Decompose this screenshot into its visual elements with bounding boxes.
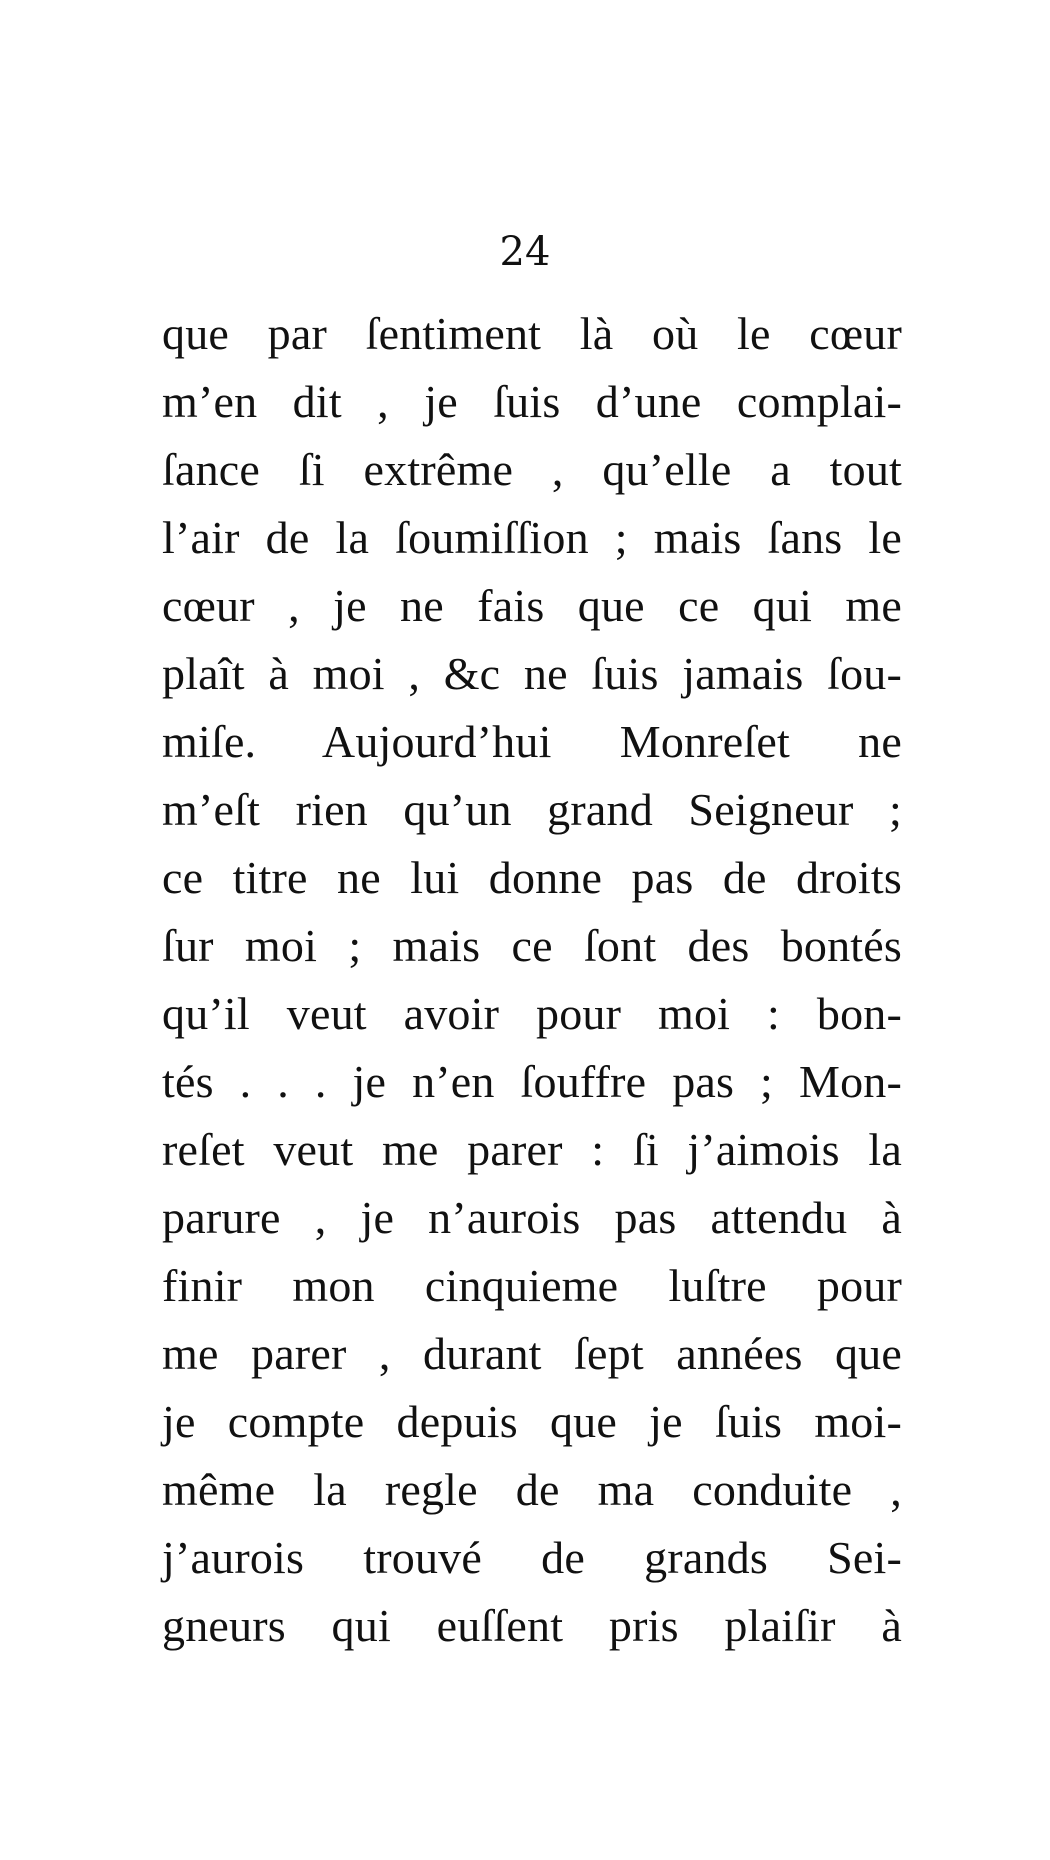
text-line: ſur moi ; mais ce ſont des bontés bbox=[162, 920, 902, 971]
page-number: 24 bbox=[499, 229, 551, 275]
text-line: me parer , durant ſept années que bbox=[162, 1328, 902, 1379]
text-line: ce titre ne lui donne pas de droits bbox=[162, 852, 902, 903]
text-line: l’air de la ſoumiſſion ; mais ſans le bbox=[162, 512, 902, 563]
text-line: parure , je n’aurois pas attendu à bbox=[162, 1192, 902, 1243]
text-line: j’aurois trouvé de grands Sei- bbox=[162, 1532, 902, 1583]
text-line: finir mon cinquieme luſtre pour bbox=[162, 1260, 902, 1311]
text-line: gneurs qui euſſent pris plaiſir à bbox=[162, 1600, 902, 1651]
text-line: je compte depuis que je ſuis moi- bbox=[162, 1396, 902, 1447]
body-text bbox=[162, 300, 902, 1660]
text-line: ſance ſi extrême , qu’elle a tout bbox=[162, 444, 902, 495]
text-line: qu’il veut avoir pour moi : bon- bbox=[162, 988, 902, 1039]
text-line: cœur , je ne fais que ce qui me bbox=[162, 580, 902, 631]
text-line: plaît à moi , &c ne ſuis jamais ſou- bbox=[162, 648, 902, 699]
text-line: que par ſentiment là où le cœur bbox=[162, 308, 902, 359]
text-line: tés . . . je n’en ſouffre pas ; Mon- bbox=[162, 1056, 902, 1107]
text-line: miſe. Aujourd’hui Monreſet ne bbox=[162, 716, 902, 767]
text-line: m’eſt rien qu’un grand Seigneur ; bbox=[162, 784, 902, 835]
text-line: même la regle de ma conduite , bbox=[162, 1464, 902, 1515]
text-line: m’en dit , je ſuis d’une complai- bbox=[162, 376, 902, 427]
text-line: reſet veut me parer : ſi j’aimois la bbox=[162, 1124, 902, 1175]
